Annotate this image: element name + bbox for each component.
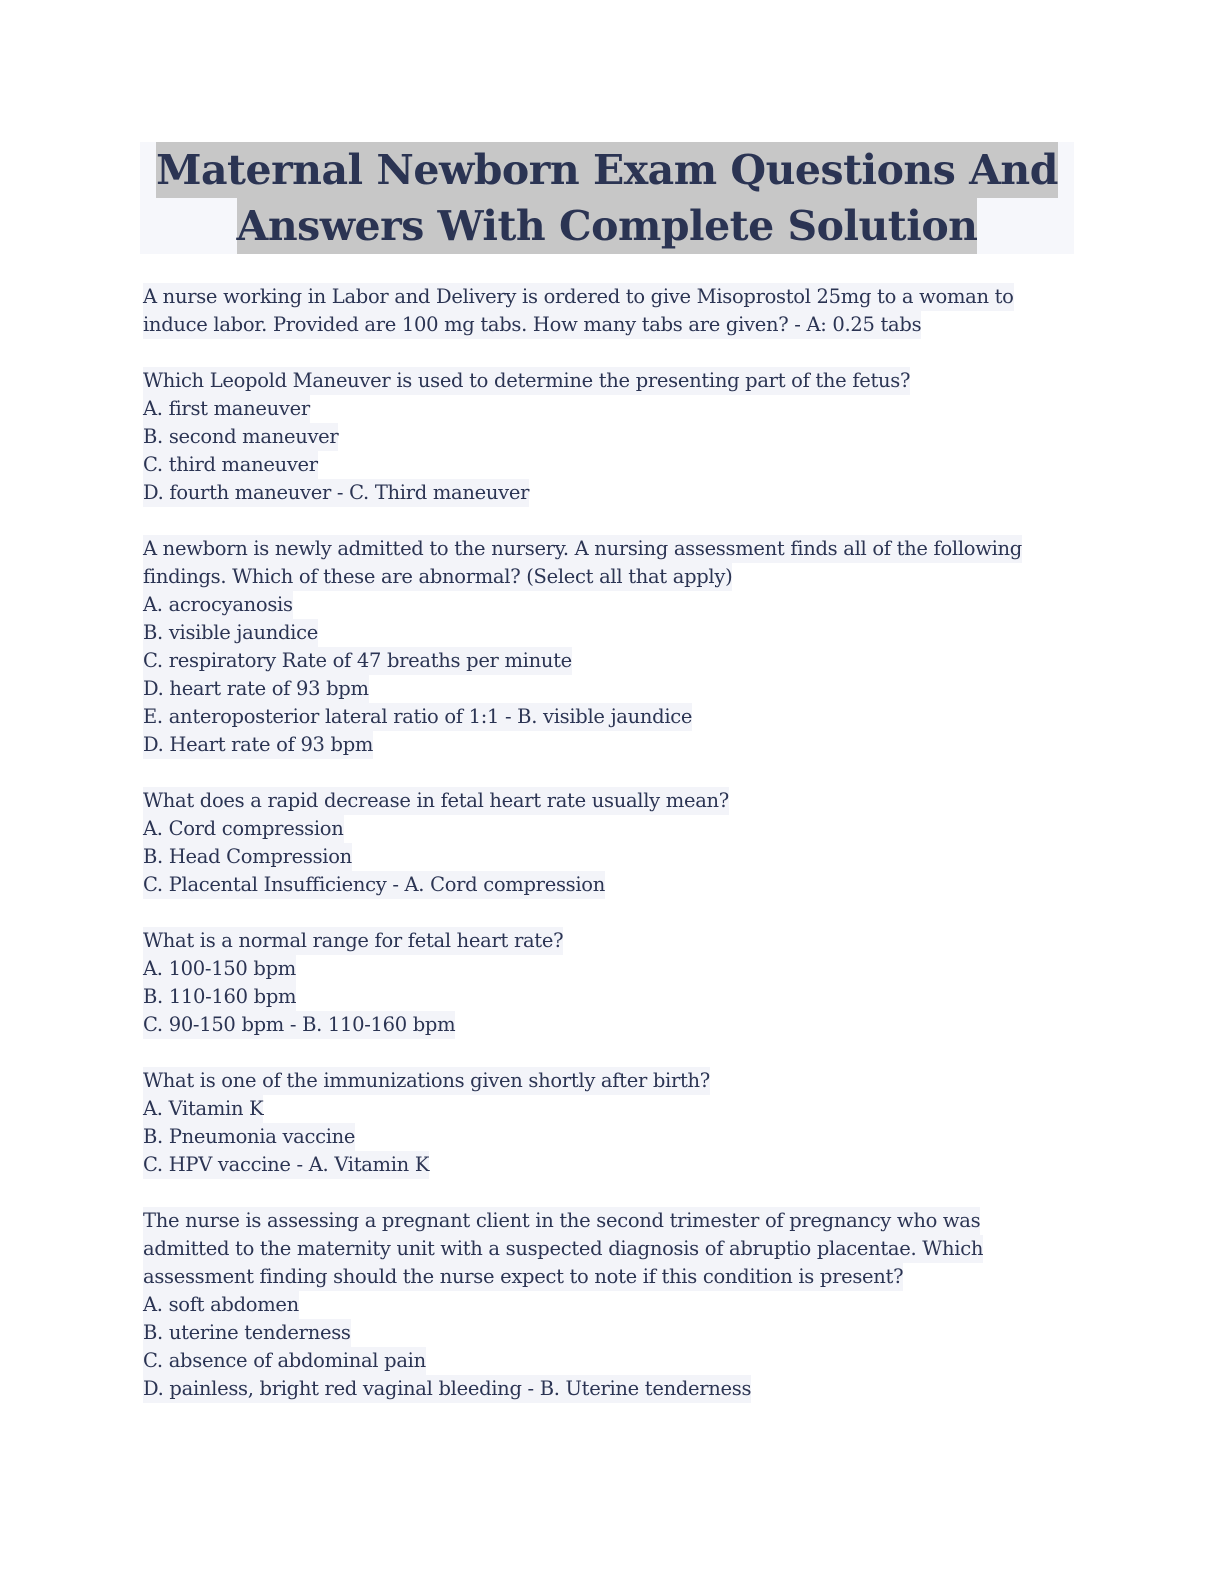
title-line-1: Maternal Newborn Exam Questions And (156, 142, 1058, 198)
answer-option: B. visible jaundice (143, 619, 318, 647)
question-text: A nurse working in Labor and Delivery is ordered to give Misoprostol 25mg to a woman to (143, 283, 1014, 311)
answer-option: C. third maneuver (143, 451, 318, 479)
answer-option: C. Placental Insufficiency - A. Cord compression (143, 871, 605, 899)
question-1 (143, 283, 1083, 339)
answer-option: D. heart rate of 93 bpm (143, 675, 369, 703)
answer-option: A. first maneuver (143, 395, 310, 423)
question-7 (143, 1207, 1083, 1403)
question-text: What is one of the immunizations given shortly after birth? (143, 1067, 710, 1095)
answer-option: B. Pneumonia vaccine (143, 1123, 355, 1151)
answer-option: A. 100-150 bpm (143, 955, 296, 983)
question-text: What does a rapid decrease in fetal heart rate usually mean? (143, 787, 729, 815)
answer-option: B. second maneuver (143, 423, 338, 451)
question-text: assessment finding should the nurse expect to note if this condition is present? (143, 1263, 903, 1291)
question-text: induce labor. Provided are 100 mg tabs. How many tabs are given? - A: 0.25 tabs (143, 311, 921, 339)
question-3 (143, 535, 1083, 759)
answer-option: A. Vitamin K (143, 1095, 263, 1123)
answer-option: D. painless, bright red vaginal bleeding - B. Uterine tenderness (143, 1375, 751, 1403)
answer-text: D. Heart rate of 93 bpm (143, 731, 373, 759)
answer-option: B. 110-160 bpm (143, 983, 296, 1011)
answer-option: B. uterine tenderness (143, 1319, 351, 1347)
answer-option: C. respiratory Rate of 47 breaths per minute (143, 647, 572, 675)
answer-option: C. absence of abdominal pain (143, 1347, 426, 1375)
answer-option: D. fourth maneuver - C. Third maneuver (143, 479, 529, 507)
question-text: The nurse is assessing a pregnant client in the second trimester of pregnancy who was (143, 1207, 980, 1235)
question-6 (143, 1067, 1083, 1179)
answer-option: C. 90-150 bpm - B. 110-160 bpm (143, 1011, 455, 1039)
answer-option: C. HPV vaccine - A. Vitamin K (143, 1151, 429, 1179)
answer-option: A. acrocyanosis (143, 591, 293, 619)
question-4 (143, 787, 1083, 899)
question-text: A newborn is newly admitted to the nursery. A nursing assessment finds all of the following (143, 535, 1022, 563)
question-text: Which Leopold Maneuver is used to determine the presenting part of the fetus? (143, 367, 910, 395)
answer-option: B. Head Compression (143, 843, 352, 871)
question-5 (143, 927, 1083, 1039)
question-list (143, 283, 1083, 1431)
answer-option: E. anteroposterior lateral ratio of 1:1 - B. visible jaundice (143, 703, 692, 731)
title-line-2: Answers With Complete Solution (237, 198, 978, 254)
answer-option: A. soft abdomen (143, 1291, 299, 1319)
question-text: admitted to the maternity unit with a suspected diagnosis of abruptio placentae. Which (143, 1235, 983, 1263)
answer-option: A. Cord compression (143, 815, 344, 843)
document-title (140, 142, 1074, 254)
question-text: findings. Which of these are abnormal? (Select all that apply) (143, 563, 732, 591)
question-text: What is a normal range for fetal heart rate? (143, 927, 563, 955)
question-2 (143, 367, 1083, 507)
